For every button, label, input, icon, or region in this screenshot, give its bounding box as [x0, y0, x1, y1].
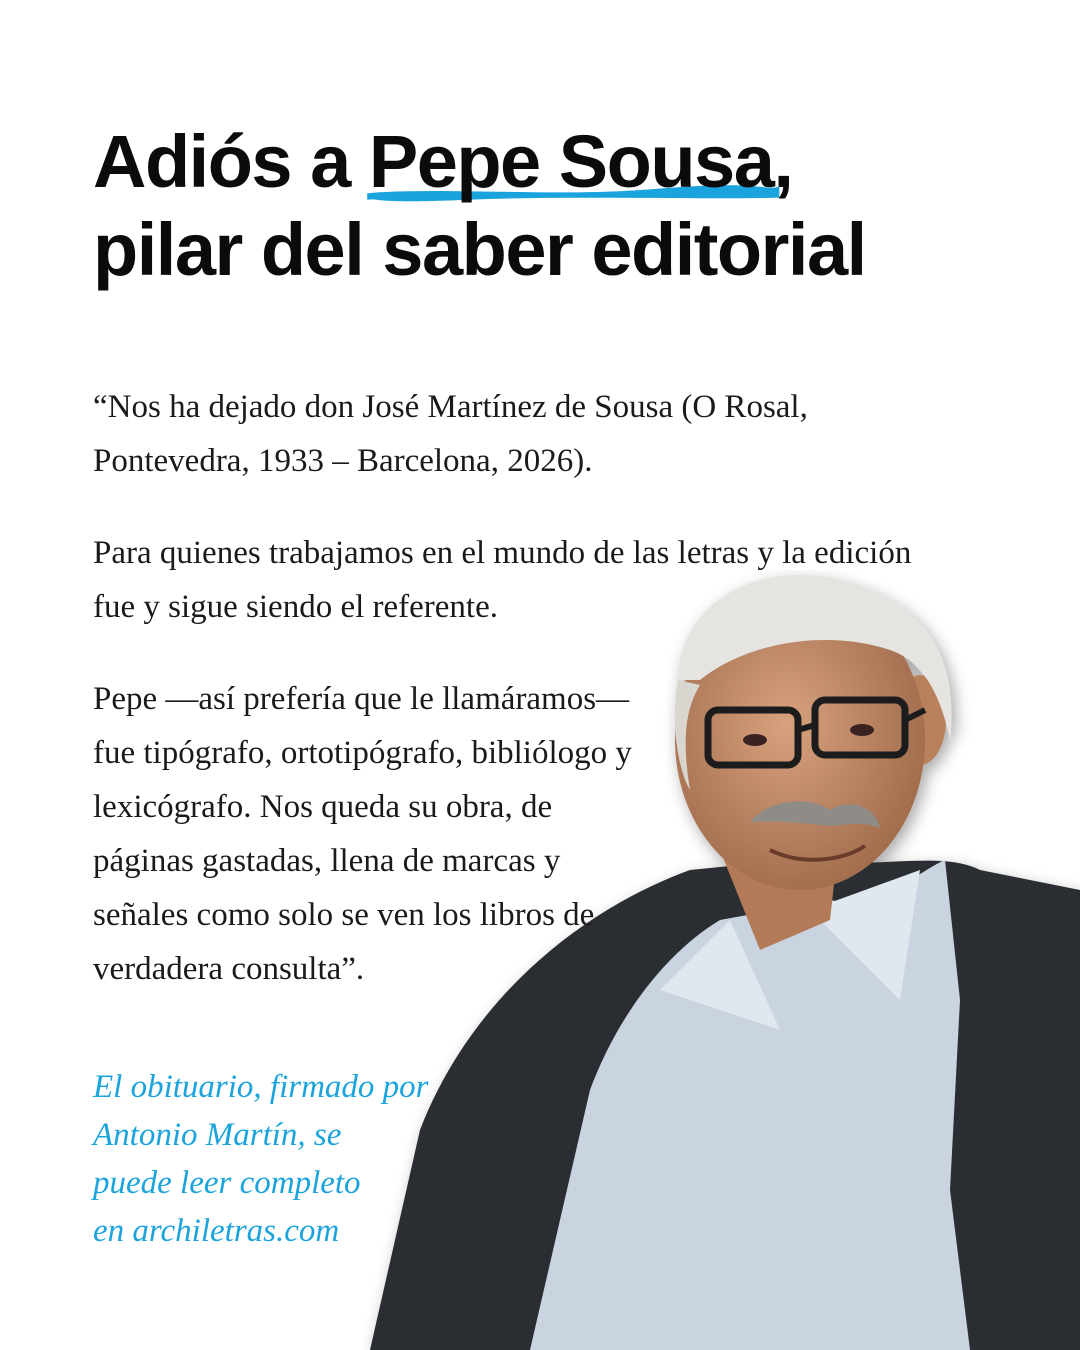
headline-line1 [93, 120, 792, 203]
quote-body [93, 380, 933, 996]
signature-note [93, 1063, 473, 1255]
paragraph-3: Pepe —así prefería que le llamáramos— fue tipógrafo, ortotipógrafo, bibliólogo y lexicógrafo. Nos queda su obra, de páginas gastadas, llena de marcas y señales como solo se ven los libros de verdadera consulta”. [93, 681, 632, 987]
headline [93, 118, 993, 294]
paragraph-2: Para quienes trabajamos en el mundo de las letras y la edición fue y sigue siendo el referente. [93, 535, 912, 625]
headline-line2: pilar del saber editorial [93, 208, 866, 291]
signature-line-4: en archiletras.com [93, 1213, 340, 1249]
headline-prefix: Adiós a [93, 120, 369, 203]
signature-line-2: Antonio Martín, se [93, 1117, 342, 1153]
signature-line-1: El obituario, firmado por [93, 1069, 429, 1105]
headline-highlight [369, 118, 774, 206]
headline-name: Pepe Sousa [368, 120, 774, 203]
signature-line-3: puede leer completo [93, 1165, 361, 1201]
paragraph-1: “Nos ha dejado don José Martínez de Sousa (O Rosal, Pontevedra, 1933 – Barcelona, 2026). [93, 389, 808, 479]
headline-comma: , [773, 120, 793, 203]
